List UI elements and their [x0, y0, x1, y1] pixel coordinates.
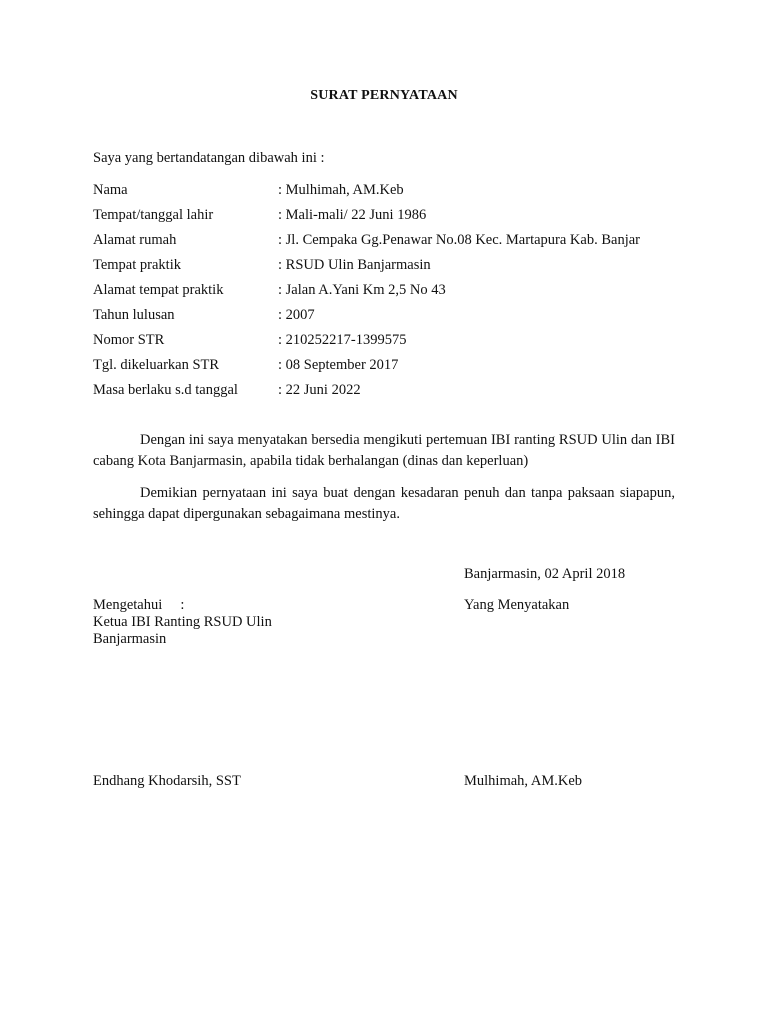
field-value-alamat-tempat-praktik: : Jalan A.Yani Km 2,5 No 43 — [278, 282, 446, 298]
field-label-nomor-str: Nomor STR — [93, 332, 165, 348]
acknowledger-location: Banjarmasin — [93, 631, 167, 647]
declarant-label: Yang Menyatakan — [464, 597, 570, 613]
acknowledged-label: Mengetahui : — [93, 597, 185, 613]
paragraph-statement — [93, 430, 675, 472]
field-label-nama: Nama — [93, 182, 128, 198]
field-value-masa-berlaku: : 22 Juni 2022 — [278, 382, 361, 398]
field-value-tgl-dikeluarkan-str: : 08 September 2017 — [278, 357, 399, 373]
place-date: Banjarmasin, 02 April 2018 — [464, 566, 626, 582]
acknowledged-block — [93, 597, 353, 648]
field-label-alamat-tempat-praktik: Alamat tempat praktik — [93, 282, 224, 298]
intro-text: Saya yang bertandatangan dibawah ini : — [93, 150, 325, 166]
paragraph-statement-text: Dengan ini saya menyatakan bersedia mengikuti pertemuan IBI ranting RSUD Ulin dan IBI cabang Kota Banjarmasin, apabila tidak berhalangan (dinas dan keperluan) — [93, 432, 675, 469]
document-title: SURAT PERNYATAAN — [310, 88, 458, 103]
field-label-tgl-dikeluarkan-str: Tgl. dikeluarkan STR — [93, 357, 220, 373]
field-label-alamat-rumah: Alamat rumah — [93, 232, 177, 248]
field-value-tempat-tanggal-lahir: : Mali-mali/ 22 Juni 1986 — [278, 207, 427, 223]
field-value-tempat-praktik: : RSUD Ulin Banjarmasin — [278, 257, 431, 273]
field-label-masa-berlaku: Masa berlaku s.d tanggal — [93, 382, 238, 398]
field-label-tempat-tanggal-lahir: Tempat/tanggal lahir — [93, 207, 214, 223]
acknowledger-position: Ketua IBI Ranting RSUD Ulin — [93, 614, 272, 630]
field-value-nama: : Mulhimah, AM.Keb — [278, 182, 404, 198]
field-value-tahun-lulusan: : 2007 — [278, 307, 315, 323]
field-label-tempat-praktik: Tempat praktik — [93, 257, 181, 273]
signatory-right-name: Mulhimah, AM.Keb — [464, 773, 583, 789]
paragraph-closing-text: Demikian pernyataan ini saya buat dengan kesadaran penuh dan tanpa paksaan siapapun, sehingga dapat dipergunakan sebagaimana mestinya. — [93, 485, 675, 522]
field-value-nomor-str: : 210252217-1399575 — [278, 332, 407, 348]
paragraph-closing — [93, 483, 675, 525]
field-value-alamat-rumah: : Jl. Cempaka Gg.Penawar No.08 Kec. Martapura Kab. Banjar — [278, 232, 640, 248]
field-label-tahun-lulusan: Tahun lulusan — [93, 307, 175, 323]
signatory-left-name: Endhang Khodarsih, SST — [93, 773, 241, 789]
